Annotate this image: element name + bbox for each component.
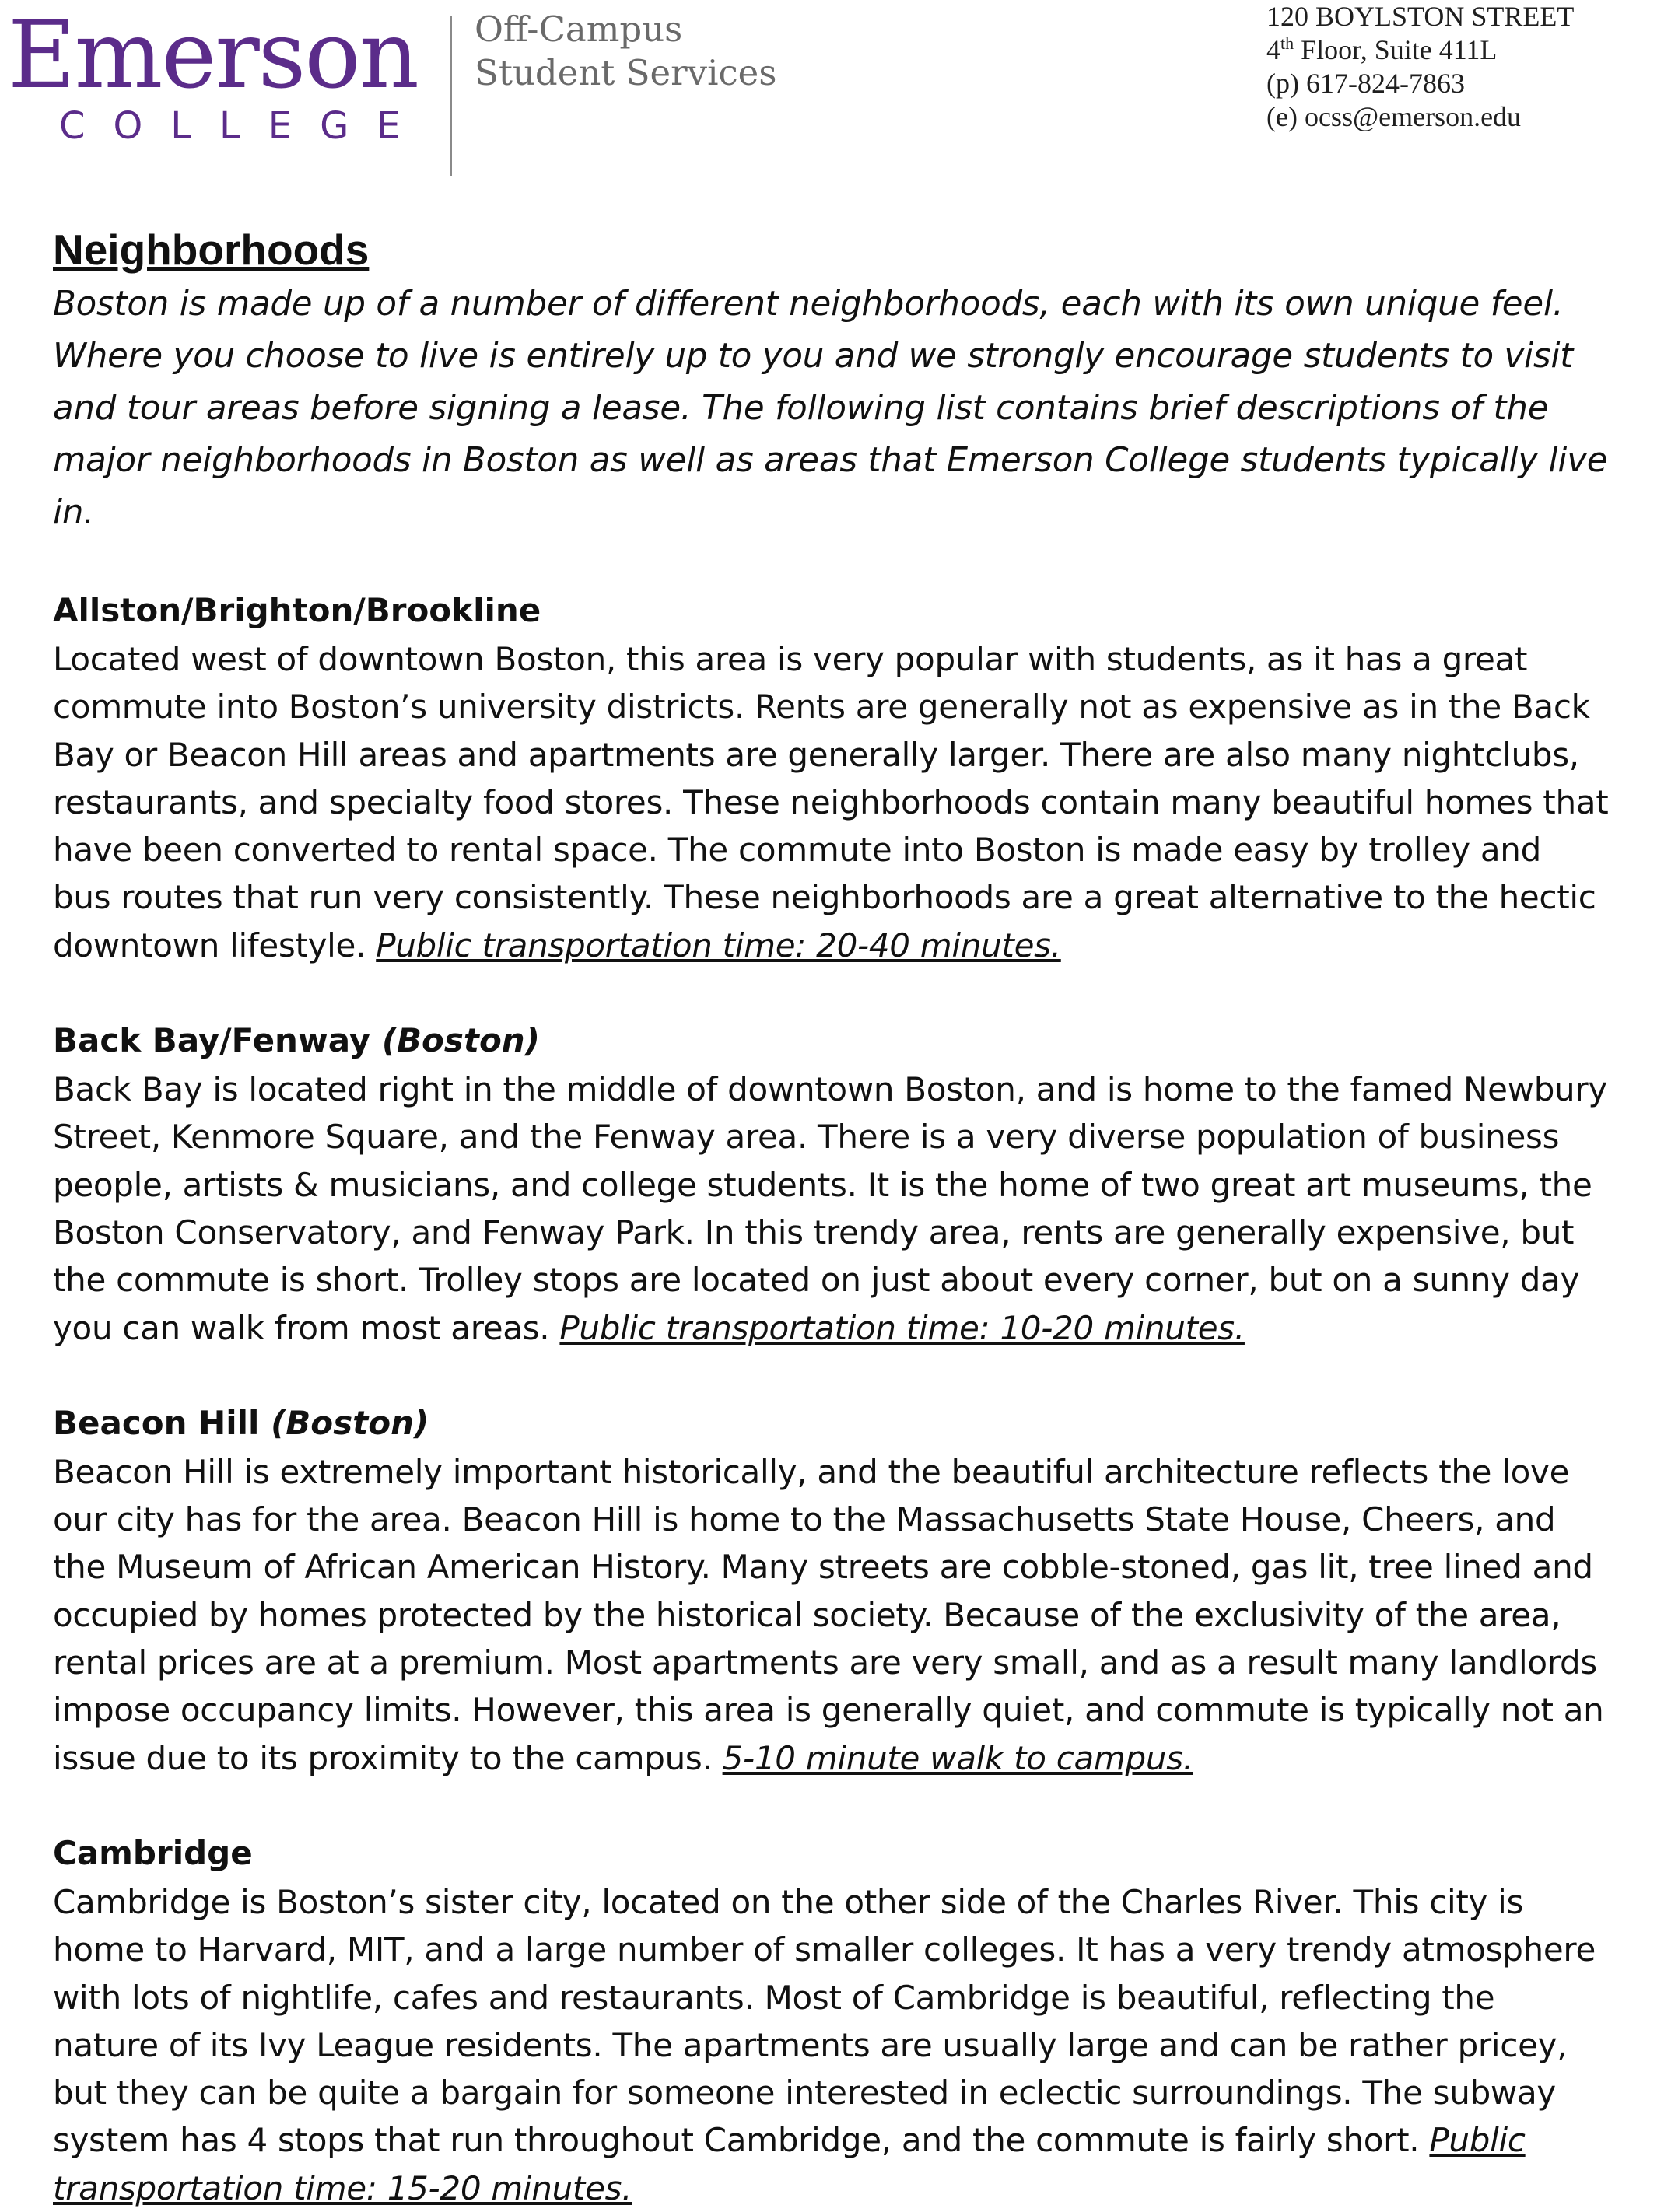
address-floor xyxy=(1266,33,1574,67)
intro-paragraph: Boston is made up of a number of different neighborhoods, each with its own unique feel. Where you choose to live is entirely up to you and we strongly encourage students to visit and tour areas before signing a lease. The following list contains brief descriptions of the major neighborhoods in Boston as well as areas that Emerson College students typically live in. xyxy=(53,285,1608,532)
address-floor-number: 4 xyxy=(1266,34,1280,65)
transport-time: Public transportation time: 20-40 minutes. xyxy=(376,926,1061,964)
address-phone: (p) 617-824-7863 xyxy=(1266,68,1465,99)
section-heading xyxy=(53,1829,1609,1878)
section-heading-name: Beacon Hill xyxy=(53,1403,260,1442)
section-body-text: Cambridge is Boston’s sister city, located on the other side of the Charles River. This city is home to Harvard, MIT, and a large number of smaller colleges. It has a very trendy atmosphere with lots of nightlife, cafes and restaurants. Most of Cambridge is beautiful, reflecting the nature of its Ivy League residents. The apartments are usually large and can be rather pricey, but they can be quite a bargain for someone interested in eclectic surroundings. The subway system has 4 stops that run throughout Cambridge, and the commute is fairly short. xyxy=(53,1882,1596,2160)
neighborhood-section xyxy=(53,1398,1609,1782)
neighborhood-section xyxy=(53,1016,1609,1352)
office-address-block xyxy=(1266,0,1574,134)
header-divider xyxy=(450,16,452,176)
section-heading xyxy=(53,1398,1609,1448)
section-heading-name: Allston/Brighton/Brookline xyxy=(53,591,541,629)
college-logo-wordmark: Emerson xyxy=(8,2,418,110)
office-name-line-1: Off-Campus xyxy=(475,9,683,50)
section-body-text: Located west of downtown Boston, this area is very popular with students, as it has a great commute into Boston’s university districts. Rents are generally not as expensive as in the Back Bay or Beacon Hill areas and apartments are generally larger. There are also many nightclubs, restaurants, and specialty food stores. These neighborhoods contain many beautiful homes that have been converted to rental space. The commute into Boston is made easy by trolley and bus routes that run very consistently. These neighborhoods are a great alternative to the hectic downtown lifestyle. xyxy=(53,640,1609,964)
page-title: Neighborhoods xyxy=(53,226,370,274)
document-content xyxy=(53,224,1609,2212)
section-heading xyxy=(53,1016,1609,1066)
college-logo-subtitle: COLLEGE xyxy=(59,104,429,148)
section-heading xyxy=(53,586,1609,635)
section-body xyxy=(53,1066,1609,1352)
address-floor-suffix: th xyxy=(1280,33,1294,53)
section-heading-qualifier: (Boston) xyxy=(381,1021,540,1060)
section-body-text: Back Bay is located right in the middle of downtown Boston, and is home to the famed Newbury Street, Kenmore Square, and the Fenway area. There is a very diverse population of business people, artists & musicians, and college students. It is the home of two great art museums, the Boston Conservatory, and Fenway Park. In this trendy area, rents are generally expensive, but the commute is short. Trolley stops are located on just about every corner, but on a sunny day you can walk from most areas. xyxy=(53,1070,1607,1347)
address-street: 120 BOYLSTON STREET xyxy=(1266,1,1575,32)
address-email: (e) ocss@emerson.edu xyxy=(1266,101,1522,132)
neighborhood-section xyxy=(53,586,1609,969)
section-heading-name: Back Bay/Fenway xyxy=(53,1021,371,1060)
section-body xyxy=(53,1448,1609,1782)
transport-time: 5-10 minute walk to campus. xyxy=(722,1738,1193,1777)
section-body xyxy=(53,1878,1609,2212)
transport-time: Public transportation time: 10-20 minutes. xyxy=(559,1308,1245,1347)
section-heading-name: Cambridge xyxy=(53,1833,253,1872)
office-name-line-2: Student Services xyxy=(475,52,777,93)
section-heading-qualifier: (Boston) xyxy=(271,1403,429,1442)
section-body-text: Beacon Hill is extremely important historically, and the beautiful architecture reflects the love our city has for the area. Beacon Hill is home to the Massachusetts State House, Cheers, and the Museum of African American History. Many streets are cobble-stoned, gas lit, tree lined and occupied by homes protected by the historical society. Because of the exclusivity of the area, rental prices are at a premium. Most apartments are very small, and as a result many landlords impose occupancy limits. However, this area is generally quiet, and commute is typically not an issue due to its proximity to the campus. xyxy=(53,1452,1604,1777)
section-body xyxy=(53,635,1609,969)
address-floor-suite: Floor, Suite 411L xyxy=(1294,34,1498,65)
transport-time: Public transportation time: 15-20 minutes. xyxy=(53,2121,1526,2207)
neighborhood-section xyxy=(53,1829,1609,2212)
